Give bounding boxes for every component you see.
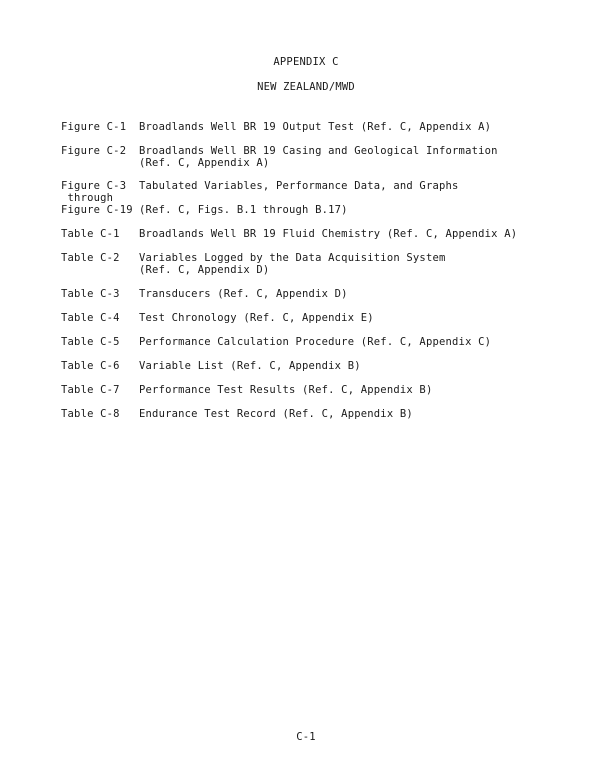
entry-label-line: Table C-5 — [61, 336, 120, 348]
entry-description-line: (Ref. C, Appendix A) — [139, 157, 270, 169]
entry-description-line: (Ref. C, Figs. B.1 through B.17) — [139, 204, 348, 216]
entry-description — [139, 408, 559, 420]
entry-label-line: Table C-3 — [61, 288, 120, 300]
entry-description-line: Broadlands Well BR 19 Casing and Geological Information — [139, 145, 498, 157]
entry-description — [139, 384, 559, 396]
page-number: C-1 — [296, 731, 316, 743]
entry-description-line: Tabulated Variables, Performance Data, and Graphs — [139, 180, 459, 192]
entry-label-line: Figure C-1 — [61, 121, 127, 133]
entry-description-line: Broadlands Well BR 19 Fluid Chemistry (Ref. C, Appendix A) — [139, 228, 518, 240]
entry-label — [61, 228, 139, 240]
entry-label — [61, 360, 139, 372]
entry-description-line: Performance Test Results (Ref. C, Appendix B) — [139, 384, 433, 396]
entry-label — [61, 384, 139, 396]
entry-description-line: Transducers (Ref. C, Appendix D) — [139, 288, 348, 300]
entry-label-line: Table C-8 — [61, 408, 120, 420]
entry-label-line: Table C-1 — [61, 228, 120, 240]
entry-label — [61, 121, 139, 133]
entry-description — [139, 360, 559, 372]
entry-description-line: Endurance Test Record (Ref. C, Appendix B) — [139, 408, 413, 420]
entry-description-line: Test Chronology (Ref. C, Appendix E) — [139, 312, 374, 324]
entry-description — [139, 228, 559, 240]
entry-description — [139, 180, 559, 216]
entry-description-line: (Ref. C, Appendix D) — [139, 264, 270, 276]
entry-label-line: Table C-4 — [61, 312, 120, 324]
entry-label-line: Figure C-3 — [61, 180, 127, 192]
entry-description — [139, 312, 559, 324]
entry-label — [61, 252, 139, 264]
appendix-subtitle: NEW ZEALAND/MWD — [257, 81, 355, 93]
entry-label-line: Table C-7 — [61, 384, 120, 396]
entry-description — [139, 336, 559, 348]
entry-label-line: Figure C-2 — [61, 145, 127, 157]
entry-description-line: Variables Logged by the Data Acquisition System — [139, 252, 446, 264]
entry-description — [139, 252, 559, 276]
entry-label — [61, 180, 139, 216]
entry-label-line: Table C-6 — [61, 360, 120, 372]
entry-label — [61, 288, 139, 300]
entry-label-line: Figure C-19 — [61, 204, 133, 216]
entry-description-line: Variable List (Ref. C, Appendix B) — [139, 360, 361, 372]
entry-description-line: Performance Calculation Procedure (Ref. C, Appendix C) — [139, 336, 492, 348]
entry-description — [139, 288, 559, 300]
entry-description-line — [139, 192, 559, 204]
entry-label — [61, 312, 139, 324]
entry-label-line: Table C-2 — [61, 252, 120, 264]
entry-description — [139, 121, 559, 133]
entry-label — [61, 408, 139, 420]
entry-label — [61, 336, 139, 348]
entry-description — [139, 145, 559, 169]
entry-label-line: through — [61, 192, 114, 204]
appendix-title: APPENDIX C — [273, 56, 339, 68]
entry-label — [61, 145, 139, 157]
entry-description-line: Broadlands Well BR 19 Output Test (Ref. C, Appendix A) — [139, 121, 492, 133]
